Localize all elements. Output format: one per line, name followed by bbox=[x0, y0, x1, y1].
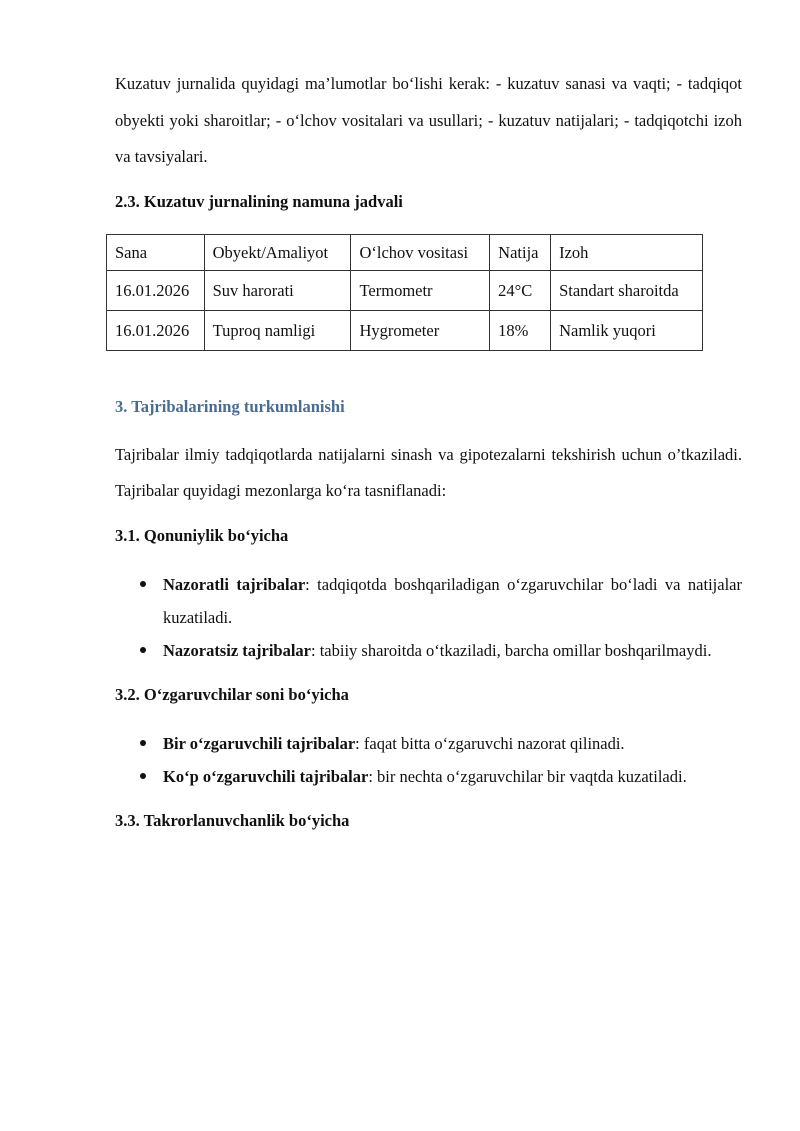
list-item-desc: : tadqiqotda boshqariladigan o‘zgaruvchilar bo‘ladi va natijalar kuzatiladi. bbox=[163, 574, 742, 627]
table-header-cell: Obyekt/Amaliyot bbox=[204, 234, 351, 270]
table-cell: 18% bbox=[490, 310, 551, 350]
bullet-icon bbox=[140, 647, 146, 653]
list-item-desc: : bir nechta o‘zgaruvchilar bir vaqtda kuzatiladi. bbox=[368, 766, 687, 786]
list-item-desc: : faqat bitta o‘zgaruvchi nazorat qilinadi. bbox=[355, 733, 625, 753]
section-3-2-heading: 3.2. O‘zgaruvchilar soni bo‘yicha bbox=[115, 684, 349, 704]
bullet-icon bbox=[140, 740, 146, 746]
table-cell: Namlik yuqori bbox=[551, 310, 703, 350]
document-page bbox=[115, 66, 742, 833]
list-item-term: Ko‘p o‘zgaruvchili tajribalar bbox=[163, 766, 369, 786]
table-cell-date: 16.01.2026 bbox=[107, 270, 205, 310]
table-cell: Tuproq namligi bbox=[204, 310, 351, 350]
bullet-icon bbox=[140, 581, 146, 587]
table-cell: 24°C bbox=[490, 270, 551, 310]
list-item bbox=[115, 760, 742, 793]
section-2-3-heading: 2.3. Kuzatuv jurnalining namuna jadvali bbox=[115, 191, 403, 211]
section-3-3-heading: 3.3. Takrorlanuvchanlik bo‘yicha bbox=[115, 810, 350, 830]
list-item-term: Nazoratli tajribalar bbox=[163, 574, 306, 594]
table-cell: Standart sharoitda bbox=[551, 270, 703, 310]
list-item bbox=[115, 634, 742, 667]
table-row bbox=[107, 270, 703, 310]
section-3-2-list bbox=[115, 727, 742, 793]
observation-journal-table bbox=[106, 234, 703, 351]
table-header-cell: Izoh bbox=[551, 234, 703, 270]
list-item-desc: : tabiiy sharoitda o‘tkaziladi, barcha omillar boshqarilmaydi. bbox=[311, 640, 712, 660]
table-header-cell: O‘lchov vositasi bbox=[351, 234, 490, 270]
table-header-row bbox=[107, 234, 703, 270]
bullet-icon bbox=[140, 773, 146, 779]
table-cell-date: 16.01.2026 bbox=[107, 310, 205, 350]
section-3-heading: 3. Tajribalarining turkumlanishi bbox=[115, 396, 345, 416]
section-3-1-list bbox=[115, 568, 742, 667]
table-header-cell: Sana bbox=[107, 234, 205, 270]
list-item-term: Bir o‘zgaruvchili tajribalar bbox=[163, 733, 356, 753]
section-3-1-heading: 3.1. Qonuniylik bo‘yicha bbox=[115, 525, 289, 545]
section-3-paragraph: Tajribalar ilmiy tadqiqotlarda natijalarni sinash va gipotezalarni tekshirish uchun o’tkaziladi. Tajribalar quyidagi mezonlarga ko‘ra tasniflanadi: bbox=[115, 444, 742, 500]
list-item bbox=[115, 727, 742, 760]
intro-paragraph: Kuzatuv jurnalida quyidagi ma’lumotlar bo‘lishi kerak: - kuzatuv sanasi va vaqti; - tadqiqot obyekti yoki sharoitlar; - o‘lchov vositalari va usullari; - kuzatuv natijalari; - tadqiqotchi izoh va tavsiyalari. bbox=[115, 74, 742, 166]
table-cell: Hygrometer bbox=[351, 310, 490, 350]
list-item-term: Nazoratsiz tajribalar bbox=[163, 640, 311, 660]
table-cell: Suv harorati bbox=[204, 270, 351, 310]
table-row bbox=[107, 310, 703, 350]
table-header-cell: Natija bbox=[490, 234, 551, 270]
list-item bbox=[115, 568, 742, 634]
table-cell: Termometr bbox=[351, 270, 490, 310]
